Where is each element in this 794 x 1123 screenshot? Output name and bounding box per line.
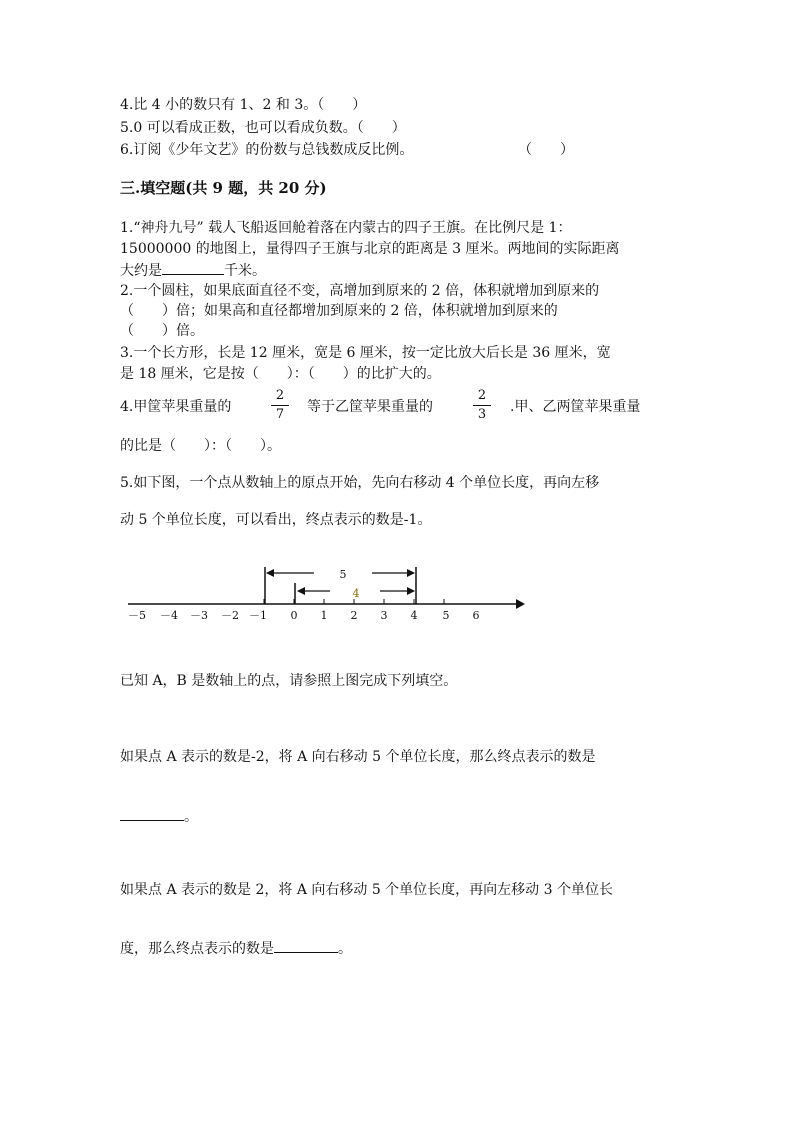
tick-label: －1 bbox=[249, 609, 267, 622]
fill-q4-part-b: 等于乙筐苹果重量的 bbox=[307, 399, 433, 415]
fill-q2-line3: （ ）倍。 bbox=[120, 323, 204, 339]
tick-label: 0 bbox=[290, 609, 298, 622]
fraction-numerator: 2 bbox=[477, 388, 487, 403]
judge-q6-paren: （ ） bbox=[518, 142, 574, 158]
judge-q6 bbox=[120, 140, 574, 160]
fill-q1-line1: 1.“神舟九号” 载人飞船返回舱着落在内蒙古的四子王旗。在比例尺是 1： bbox=[120, 220, 572, 236]
followup-p2-line2 bbox=[120, 938, 352, 959]
fill-q4-line2: 的比是（ ）：（ ）。 bbox=[120, 438, 281, 454]
number-line-figure bbox=[0, 555, 794, 635]
answer-blank[interactable] bbox=[120, 806, 184, 821]
fraction-2-3 bbox=[473, 389, 491, 422]
followup-p1-end: 。 bbox=[184, 809, 198, 825]
fill-q1-line2: 15000000 的地图上，量得四子王旗与北京的距离是 3 厘米。两地间的实际距离 bbox=[120, 241, 620, 257]
fill-q5-line1: 5.如下图，一个点从数轴上的原点开始，先向右移动 4 个单位长度，再向左移 bbox=[120, 475, 600, 491]
fraction-denominator: 7 bbox=[275, 407, 285, 422]
judge-q5: 5.0 可以看成正数，也可以看成负数。（ ） bbox=[120, 120, 406, 136]
tick-label: 5 bbox=[442, 609, 450, 622]
fraction-bar bbox=[271, 405, 289, 406]
label-4: 4 bbox=[352, 587, 360, 600]
tick-label: －3 bbox=[190, 609, 208, 622]
tick-label: 1 bbox=[320, 609, 328, 622]
section-title: 三.填空题(共 9 题，共 20 分) bbox=[120, 179, 327, 197]
judge-q6-text: 6.订阅《少年文艺》的份数与总钱数成反比例。 bbox=[120, 142, 414, 158]
fill-q1-suffix: 千米。 bbox=[224, 263, 266, 279]
tick-label: 4 bbox=[410, 609, 418, 622]
followup-p2-end: 。 bbox=[338, 941, 352, 957]
followup-p2-line1: 如果点 A 表示的数是 2，将 A 向右移动 5 个单位长度，再向左移动 3 个单位长 bbox=[120, 882, 613, 898]
answer-blank[interactable] bbox=[274, 938, 338, 953]
fill-q4-part-a: 4.甲筐苹果重量的 bbox=[120, 399, 232, 415]
followup-p1: 如果点 A 表示的数是-2，将 A 向右移动 5 个单位长度，那么终点表示的数是 bbox=[120, 749, 596, 765]
answer-blank[interactable] bbox=[162, 260, 224, 275]
fraction-bar bbox=[473, 405, 491, 406]
tick-label: －4 bbox=[160, 609, 178, 622]
followup-p1-answer bbox=[120, 806, 198, 827]
fill-q2-line1: 2.一个圆柱，如果底面直径不变，高增加到原来的 2 倍，体积就增加到原来的 bbox=[120, 283, 600, 299]
fill-q3-line1: 3.一个长方形，长是 12 厘米，宽是 6 厘米，按一定比放大后长是 36 厘米，宽 bbox=[120, 345, 611, 361]
followup-intro: 已知 A，B 是数轴上的点，请参照上图完成下列填空。 bbox=[120, 673, 458, 689]
fill-q4-part-c: .甲、乙两筐苹果重量 bbox=[510, 399, 641, 415]
fill-q3-line2: 是 18 厘米，它是按（ ）：（ ）的比扩大的。 bbox=[120, 366, 441, 382]
fraction-2-7 bbox=[271, 389, 289, 422]
fill-q5-line2: 动 5 个单位长度，可以看出，终点表示的数是-1。 bbox=[120, 512, 432, 528]
fraction-numerator: 2 bbox=[275, 388, 285, 403]
judge-q4: 4.比 4 小的数只有 1、2 和 3。（ ） bbox=[120, 97, 367, 113]
fill-q1-prefix: 大约是 bbox=[120, 263, 162, 279]
axis-arrow-icon bbox=[516, 599, 525, 609]
followup-p2-prefix: 度，那么终点表示的数是 bbox=[120, 941, 274, 957]
tick-label: －5 bbox=[128, 609, 146, 622]
fraction-denominator: 3 bbox=[477, 407, 487, 422]
label-5: 5 bbox=[339, 568, 347, 581]
tick-label: 2 bbox=[350, 609, 358, 622]
tick-label: －2 bbox=[221, 609, 239, 622]
fill-q1-line3 bbox=[120, 260, 266, 281]
fill-q2-line2: （ ）倍；如果高和直径都增加到原来的 2 倍，体积就增加到原来的 bbox=[120, 303, 558, 319]
tick-label: 3 bbox=[380, 609, 388, 622]
tick-label: 6 bbox=[472, 609, 480, 622]
